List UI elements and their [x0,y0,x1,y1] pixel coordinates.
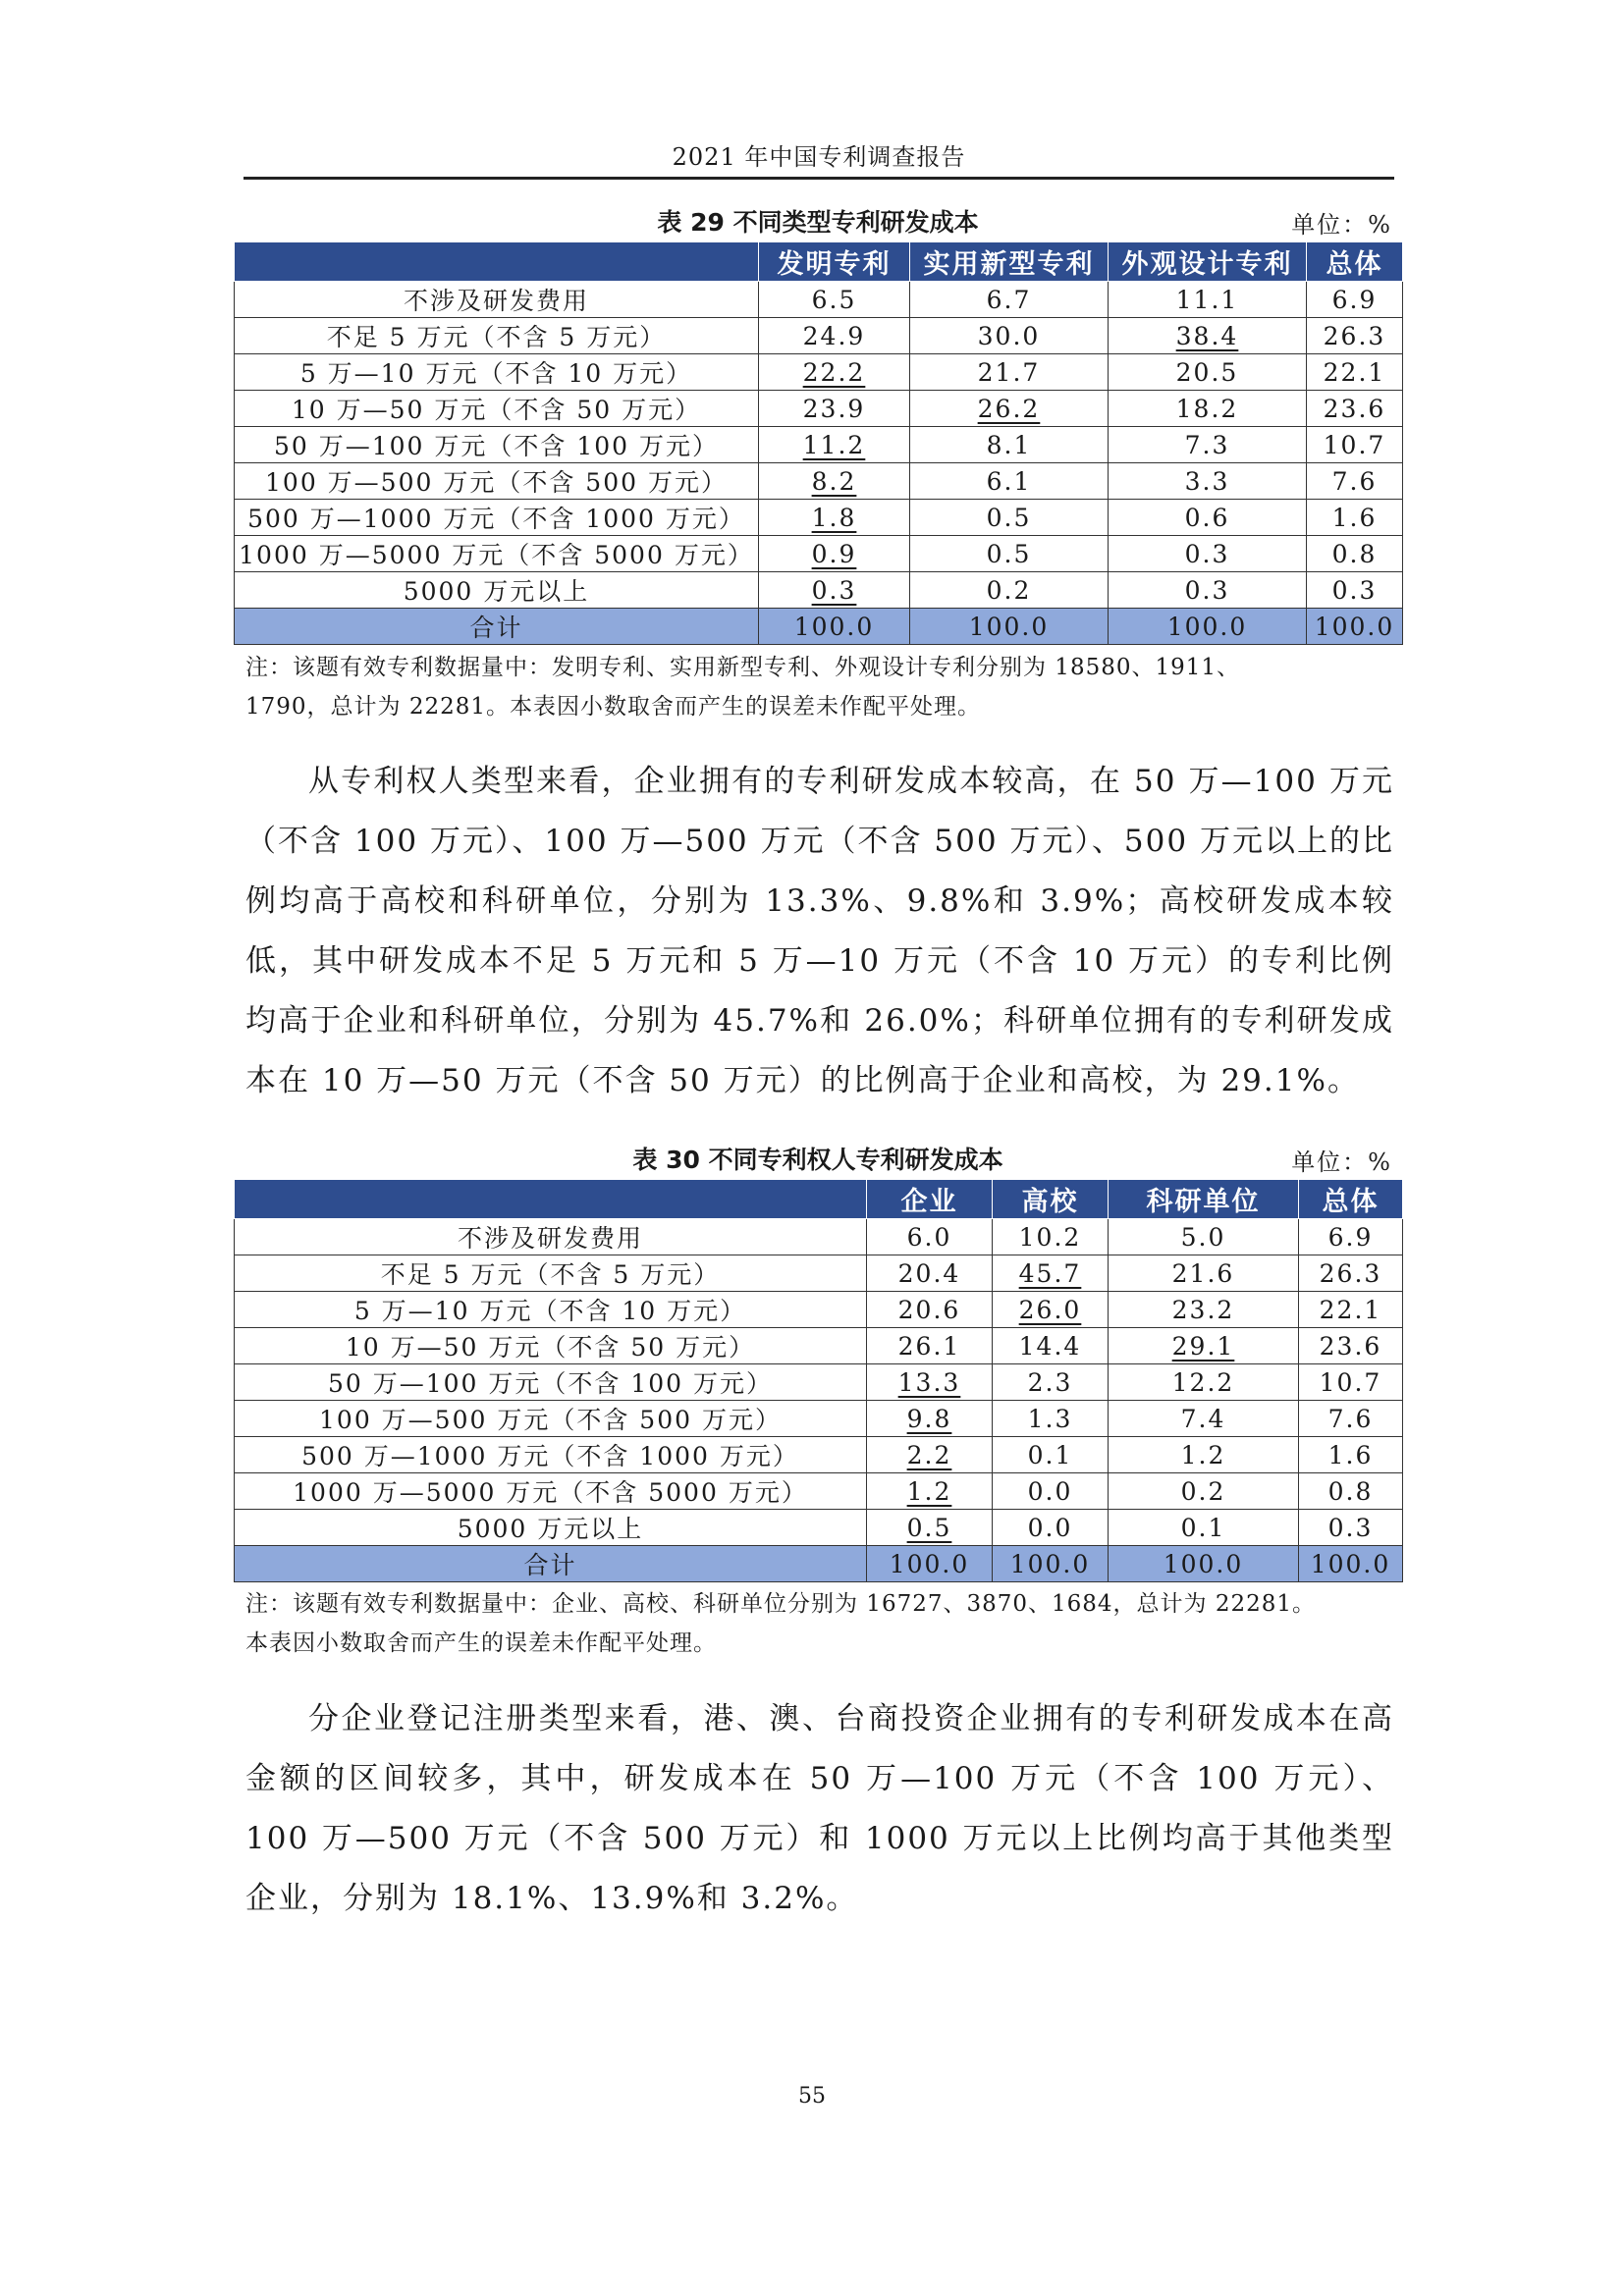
table30-cell: 6.0 [867,1219,993,1255]
table30-row [235,1437,1403,1473]
table29-cell: 7.3 [1109,427,1307,463]
table30-header-cell: 总体 [1299,1180,1403,1219]
table30-cell: 6.9 [1299,1219,1403,1255]
table30-cell: 23.6 [1299,1328,1403,1364]
table29-note [245,648,1404,726]
table30-cell: 0.1 [1109,1510,1299,1546]
table29-note-line: 1790，总计为 22281。本表因小数取舍而产生的误差未作配平处理。 [245,694,982,720]
table29-row [235,354,1403,391]
table29-cell: 0.3 [1307,572,1403,609]
table30-cell: 0.0 [993,1510,1109,1546]
table29-row [235,536,1403,572]
table29-cell: 30.0 [910,318,1109,354]
table29-header-cell: 发明专利 [759,242,910,282]
page-number: 55 [798,2084,826,2109]
table29-cell: 6.7 [910,282,1109,318]
table30-row [235,1473,1403,1510]
table29-cell: 6.9 [1307,282,1403,318]
table29-cell: 18.2 [1109,391,1307,427]
table30-row-label: 不足 5 万元（不含 5 万元） [235,1255,867,1292]
table29-cell [759,536,910,572]
table30-row [235,1219,1403,1255]
table30-unit: 单位：% [1291,1148,1392,1176]
table29-cell: 3.3 [1109,463,1307,500]
table29-cell: 26.3 [1307,318,1403,354]
table29-header-cell: 总体 [1307,242,1403,282]
table30-cell: 12.2 [1109,1364,1299,1401]
table29-row-label: 1000 万—5000 万元（不含 5000 万元） [235,536,759,572]
table30-note [245,1584,1404,1663]
table30-cell [867,1437,993,1473]
table30-cell: 0.0 [993,1473,1109,1510]
table29-cell [759,572,910,609]
table30-cell-value: 26.0 [1018,1295,1082,1324]
table30-cell [867,1401,993,1437]
table29-row [235,282,1403,318]
table30-cell: 14.4 [993,1328,1109,1364]
table29-cell: 0.6 [1109,500,1307,536]
table30-row-label: 5 万—10 万元（不含 10 万元） [235,1292,867,1328]
table30-row [235,1364,1403,1401]
table30-cell: 1.2 [1109,1437,1299,1473]
table29-cell: 22.1 [1307,354,1403,391]
table30-row-label: 不涉及研发费用 [235,1219,867,1255]
table30-header-row [235,1180,1403,1219]
table30-cell: 0.2 [1109,1473,1299,1510]
table30-cell: 0.1 [993,1437,1109,1473]
table30-total-cell: 100.0 [867,1546,993,1582]
table30-cell [867,1364,993,1401]
table30-cell [1109,1328,1299,1364]
table30-cell [867,1473,993,1510]
table29-row-label: 50 万—100 万元（不含 100 万元） [235,427,759,463]
table29-cell: 0.8 [1307,536,1403,572]
table30-total-cell: 100.0 [993,1546,1109,1582]
table30-cell: 10.7 [1299,1364,1403,1401]
table30-cell: 10.2 [993,1219,1109,1255]
table30-cell: 7.6 [1299,1401,1403,1437]
table30-cell: 2.3 [993,1364,1109,1401]
table29-row-label: 不足 5 万元（不含 5 万元） [235,318,759,354]
table29-cell: 6.5 [759,282,910,318]
table29-cell [759,427,910,463]
table29-cell-value: 38.4 [1175,321,1239,350]
table29-cell: 8.1 [910,427,1109,463]
table29-cell-value: 1.8 [811,503,857,532]
table29-total-cell: 100.0 [910,609,1109,645]
header-rule [244,177,1394,180]
table29-row-label: 500 万—1000 万元（不含 1000 万元） [235,500,759,536]
table30-note-line: 注：该题有效专利数据量中：企业、高校、科研单位分别为 16727、3870、1684，总计为 22281。 [245,1591,1317,1617]
table30 [234,1179,1403,1582]
table29-cell: 0.3 [1109,572,1307,609]
page-header: 2021 年中国专利调查报告 [672,143,966,171]
table29-row-label: 5000 万元以上 [235,572,759,609]
table29-total-cell: 100.0 [759,609,910,645]
table30-cell [867,1510,993,1546]
table30-row [235,1510,1403,1546]
table29-total-label: 合计 [235,609,759,645]
table30-row [235,1401,1403,1437]
table30-cell: 21.6 [1109,1255,1299,1292]
table30-header-cell [235,1180,867,1219]
table30-note-line: 本表因小数取舍而产生的误差未作配平处理。 [245,1630,717,1656]
table29-row-label: 10 万—50 万元（不含 50 万元） [235,391,759,427]
table29-total-cell: 100.0 [1109,609,1307,645]
table30-cell: 26.3 [1299,1255,1403,1292]
table29-header-row [235,242,1403,282]
table30-header-cell: 高校 [993,1180,1109,1219]
table29-caption-row [234,199,1402,239]
table30-header-cell: 科研单位 [1109,1180,1299,1219]
table29-unit: 单位：% [1291,211,1392,239]
table29-cell [1109,318,1307,354]
table30-cell-value: 1.2 [906,1476,952,1506]
table30-cell [993,1292,1109,1328]
table29-row [235,463,1403,500]
table29-cell: 20.5 [1109,354,1307,391]
table29-cell: 6.1 [910,463,1109,500]
table30-cell-value: 45.7 [1018,1258,1082,1288]
table29-cell: 0.5 [910,536,1109,572]
table29-row-label: 5 万—10 万元（不含 10 万元） [235,354,759,391]
table30-caption-row [234,1137,1402,1176]
table30-total-cell: 100.0 [1299,1546,1403,1582]
table30-caption: 表 30 不同专利权人专利研发成本 [632,1146,1003,1174]
table29-cell: 1.6 [1307,500,1403,536]
table30-cell: 0.8 [1299,1473,1403,1510]
table30-cell: 20.4 [867,1255,993,1292]
table29-total-cell: 100.0 [1307,609,1403,645]
table29-cell: 7.6 [1307,463,1403,500]
table29-row-label: 100 万—500 万元（不含 500 万元） [235,463,759,500]
table29-row [235,500,1403,536]
table29-cell: 0.5 [910,500,1109,536]
table30-cell: 5.0 [1109,1219,1299,1255]
table30-cell: 0.3 [1299,1510,1403,1546]
table30-cell-value: 13.3 [897,1367,961,1397]
table30-header-cell: 企业 [867,1180,993,1219]
table29-header-cell: 外观设计专利 [1109,242,1307,282]
table30-total-label: 合计 [235,1546,867,1582]
table30-cell-value: 9.8 [906,1404,952,1433]
table30-cell: 23.2 [1109,1292,1299,1328]
table29-cell [759,463,910,500]
table29-row [235,572,1403,609]
table29-note-line: 注：该题有效专利数据量中：发明专利、实用新型专利、外观设计专利分别为 18580、1911、 [245,655,1241,680]
table29-cell [910,391,1109,427]
table30-total-row [235,1546,1403,1582]
table29-row [235,391,1403,427]
table30-cell: 7.4 [1109,1401,1299,1437]
table29-header-cell: 实用新型专利 [910,242,1109,282]
table29-cell-value: 0.3 [811,575,857,605]
table30-cell-value: 2.2 [906,1440,952,1469]
table29-cell: 24.9 [759,318,910,354]
table29-cell: 11.1 [1109,282,1307,318]
table30-row-label: 10 万—50 万元（不含 50 万元） [235,1328,867,1364]
table30-cell: 1.3 [993,1401,1109,1437]
table30-cell [993,1255,1109,1292]
paragraph-1: 从专利权人类型来看，企业拥有的专利研发成本较高，在 50 万—100 万元（不含 100 万元）、100 万—500 万元（不含 500 万元）、500 万元以上的比例均高于高校和科研单位，分别为 13.3%、9.8%和 3.9%；高校研发成本较低，其中研发成本不足 5 万元和 5 万—10 万元（不含 10 万元）的专利比例均高于企业和科研单位，分别为 45.7%和 26.0%；科研单位拥有的专利研发成本在 10 万—50 万元（不含 50 万元）的比例高于企业和高校，为 29.1%。 [245,764,1394,1098]
table30-cell: 20.6 [867,1292,993,1328]
table29-cell: 21.7 [910,354,1109,391]
table29-cell: 23.6 [1307,391,1403,427]
table29-cell: 0.3 [1109,536,1307,572]
table30-row-label: 1000 万—5000 万元（不含 5000 万元） [235,1473,867,1510]
table29-row-label: 不涉及研发费用 [235,282,759,318]
table30-row-label: 5000 万元以上 [235,1510,867,1546]
table30-cell: 1.6 [1299,1437,1403,1473]
table30-total-cell: 100.0 [1109,1546,1299,1582]
table30-row-label: 50 万—100 万元（不含 100 万元） [235,1364,867,1401]
table30-row [235,1328,1403,1364]
paragraph-2: 分企业登记注册类型来看，港、澳、台商投资企业拥有的专利研发成本在高金额的区间较多，其中，研发成本在 50 万—100 万元（不含 100 万元）、100 万—500 万元（不含 500 万元）和 1000 万元以上比例均高于其他类型企业，分别为 18.1%、13.9%和 3.2%。 [245,1701,1394,1916]
table29-cell: 0.2 [910,572,1109,609]
table29-cell [759,354,910,391]
table29-cell-value: 0.9 [811,539,857,568]
table30-cell: 26.1 [867,1328,993,1364]
table29-cell: 23.9 [759,391,910,427]
table30-row [235,1255,1403,1292]
table29 [234,241,1403,645]
table30-row-label: 100 万—500 万元（不含 500 万元） [235,1401,867,1437]
table29-caption: 表 29 不同类型专利研发成本 [657,208,979,237]
table30-row [235,1292,1403,1328]
table29-row [235,427,1403,463]
table30-cell-value: 0.5 [906,1513,952,1542]
table30-row-label: 500 万—1000 万元（不含 1000 万元） [235,1437,867,1473]
table29-cell-value: 11.2 [802,430,866,459]
table30-cell-value: 29.1 [1171,1331,1235,1361]
table29-cell-value: 8.2 [811,466,857,496]
table29-cell: 10.7 [1307,427,1403,463]
table30-cell: 22.1 [1299,1292,1403,1328]
table29-total-row [235,609,1403,645]
table29-cell [759,500,910,536]
table29-cell-value: 22.2 [802,357,866,387]
table29-header-cell [235,242,759,282]
table29-cell-value: 26.2 [977,394,1041,423]
table29-row [235,318,1403,354]
